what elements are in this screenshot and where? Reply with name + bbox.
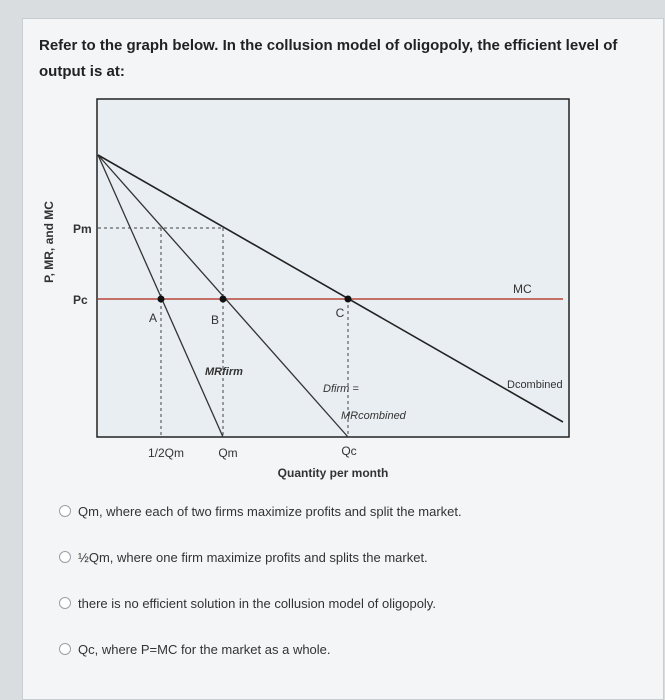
graph-figure [23,87,663,487]
point-a [158,296,165,303]
radio-button[interactable] [59,597,71,609]
oligopoly-graph [23,87,663,487]
answer-option-text: ½Qm, where one firm maximize profits and splits the market. [78,549,428,565]
question-card [22,18,664,700]
mr-firm-label: MRfirm [205,366,243,378]
price-label-pm [73,222,92,236]
answer-option-half-qm[interactable] [59,543,428,571]
radio-button[interactable] [59,643,71,655]
qty-label-half-qm: 1/2Qm [147,446,185,460]
qty-label-qm: Qm [218,446,238,460]
question-text: Refer to the graph below. In the collusion model of oligopoly, the efficient level of output is at: [39,37,618,80]
radio-button[interactable] [59,551,71,563]
mr-combined-label: MRcombined [341,410,406,422]
d-combined-label: Dcombined [507,379,563,391]
price-label-pm-text: Pm [73,222,92,236]
mc-label: MC [513,282,532,296]
point-b [220,296,227,303]
answer-option-text: there is no efficient solution in the collusion model of oligopoly. [78,595,436,611]
answer-option-no-solution[interactable] [59,589,436,617]
point-a-label: A [148,311,158,325]
price-label-pc [73,293,88,307]
point-c-label: C [335,306,345,320]
answer-option-text: Qc, where P=MC for the market as a whole. [78,641,331,657]
x-axis-label: Quantity per month [277,466,389,480]
point-b-label: B [210,313,220,327]
answer-option-qc[interactable] [59,635,331,663]
point-c [345,296,352,303]
answer-option-qm[interactable] [59,497,462,525]
answer-option-text: Qm, where each of two firms maximize profits and split the market. [78,503,462,519]
qty-label-qc: Qc [341,444,357,458]
y-axis-label: P, MR, and MC [42,201,56,283]
d-firm-label: Dfirm = [323,383,359,395]
price-label-pc-text: Pc [73,293,88,307]
radio-button[interactable] [59,505,71,517]
